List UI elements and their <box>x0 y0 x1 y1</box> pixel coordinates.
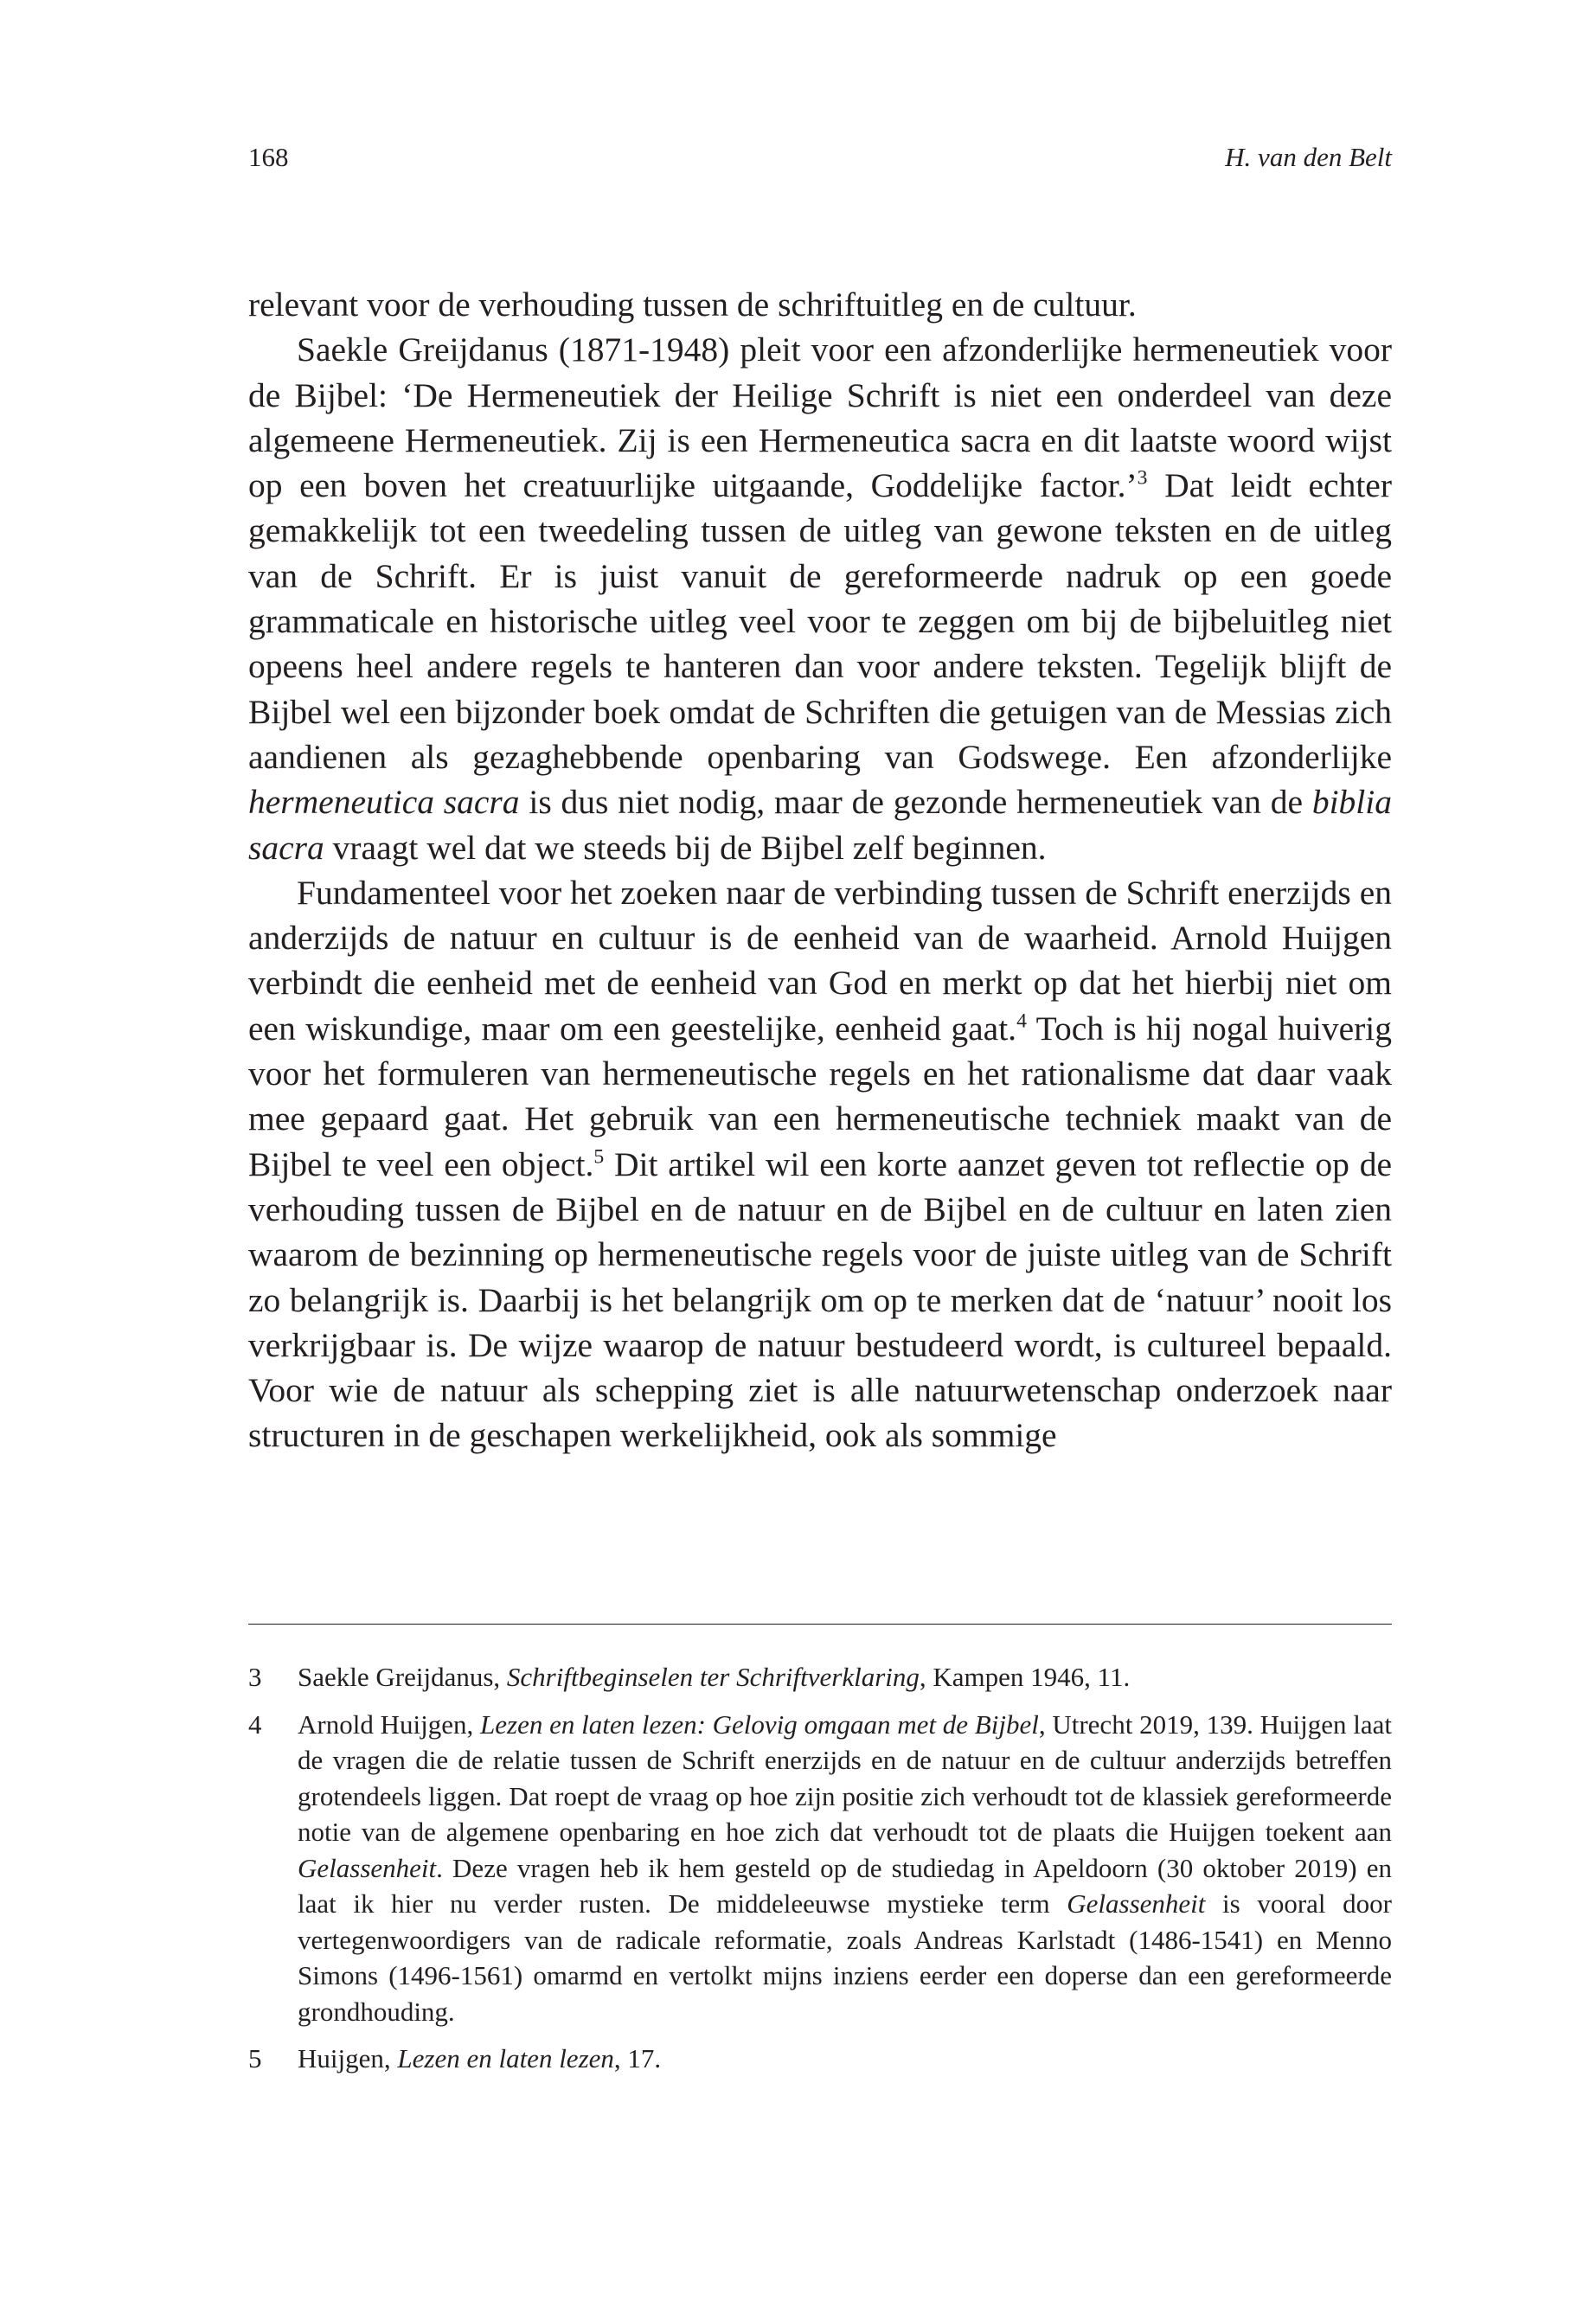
footnote-number: 3 <box>248 1662 262 1692</box>
italic-term: biblia sacra <box>248 783 1393 867</box>
running-head-author: H. van den Belt <box>1225 142 1392 172</box>
footnotes <box>248 1659 1392 2088</box>
footnote-ref-5[interactable]: 5 <box>593 1144 605 1168</box>
paragraph-3-text-b: Toch is hij nogal huiverig voor het formuleren van hermeneutische regels en het rationalisme dat daar vaak mee gepaard gaat. Het gebruik van een hermeneutische techniek maakt van de Bijbel te veel een object. <box>248 1009 1392 1183</box>
paragraph-2-text-d: vraagt wel dat we steeds bij de Bijbel zelf beginnen. <box>324 828 1047 867</box>
paragraph-2 <box>248 327 1392 870</box>
paragraph-2-text-c: is dus niet nodig, maar de gezonde hermeneutiek van de <box>519 783 1312 822</box>
footnote-title: Schriftbeginselen ter Schriftverklaring <box>506 1662 920 1692</box>
footnote-text: . Deze vragen heb ik hem gesteld op de studiedag in Apeldoorn (30 oktober 2019) en laat ik hier nu verder rusten. De middeleeuwse mystieke term <box>298 1852 1392 1919</box>
footnote-3 <box>248 1659 1392 1695</box>
footnote-text: Saekle Greijdanus, <box>298 1662 507 1692</box>
paragraph-2-text-b: Dat leidt echter gemakkelijk tot een tweedeling tussen de uitleg van gewone teksten en de uitleg van de Schrift. Er is juist vanuit de gereformeerde nadruk op een goede grammaticale en historische uitleg veel voor te zeggen om bij de bijbeluitleg niet opeens heel andere regels te hanteren dan voor andere teksten. Tegelijk blijft de Bijbel wel een bijzonder boek omdat de Schriften die getuigen van de Messias zich aandienen als gezaghebbende openbaring van Godswege. Een afzonderlijke <box>248 466 1392 776</box>
footnote-title: Lezen en laten lezen <box>397 2043 614 2073</box>
running-head <box>248 138 1392 176</box>
footnote-number: 4 <box>248 1708 262 1740</box>
footnote-text: Huijgen, <box>298 2043 398 2073</box>
footnote-text: , Utrecht 2019, 139. Huijgen laat de vragen die de relatie tussen de Schrift enerzijds en de natuur en de cultuur anderzijds betreffen grotendeels liggen. Dat roept de vraag op hoe zijn positie zich verhoudt tot de klassiek gereformeerde notie van de algemene openbaring en hoe zich dat verhoudt tot de plaats die Huijgen toekent aan <box>298 1708 1392 1847</box>
footnote-term: Gelassenheit <box>1067 1888 1206 1919</box>
footnote-text: is vooral door vertegenwoordigers van de radicale reformatie, zoals Andreas Karlstadt (1486-1541) en Menno Simons (1496-1561) omarmd en vertolkt mijns inziens eerder een doperse dan een gereformeerde grondhouding. <box>298 1888 1392 2027</box>
paragraph-3-text-a: Fundamenteel voor het zoeken naar de verbinding tussen de Schrift enerzijds en anderzijds de natuur en cultuur is de eenheid van de waarheid. Arnold Huijgen verbindt die eenheid met de eenheid van God en merkt op dat het hierbij niet om een wiskundige, maar om een geestelijke, eenheid gaat. <box>248 873 1392 1048</box>
paragraph-1-text: relevant voor de verhouding tussen de schriftuitleg en de cultuur. <box>248 285 1137 324</box>
footnote-5 <box>248 2041 1392 2077</box>
paragraph-1 <box>248 282 1392 327</box>
body-text <box>248 282 1392 1458</box>
paragraph-2-text-a: Saekle Greijdanus (1871-1948) pleit voor een afzonderlijke hermeneutiek voor de Bijbel: ‘De Hermeneutiek der Heilige Schrift is niet een onderdeel van deze algemeene Hermeneutiek. Zij is een Hermeneutica sacra en dit laatste woord wijst op een boven het creatuurlijke uitgaande, Goddelijke factor.’ <box>248 330 1392 505</box>
footnote-term: Gelassenheit <box>298 1852 437 1883</box>
footnote-text: Arnold Huijgen, <box>298 1708 480 1740</box>
paragraph-3 <box>248 870 1392 1458</box>
italic-term: hermeneutica sacra <box>248 783 520 822</box>
footnote-title: Lezen en laten lezen: Gelovig omgaan met de Bijbel <box>480 1708 1039 1740</box>
page-number: 168 <box>248 142 289 172</box>
footnote-text: , 17. <box>613 2043 662 2073</box>
footnote-divider <box>248 1624 1392 1625</box>
footnote-ref-3[interactable]: 3 <box>1137 466 1148 490</box>
paragraph-3-text-c: Dit artikel wil een korte aanzet geven tot reflectie op de verhouding tussen de Bijbel en de natuur en de Bijbel en de cultuur en laten zien waarom de bezinning op hermeneutische regels voor de juiste uitleg van de Schrift zo belangrijk is. Daarbij is het belangrijk om op te merken dat de ‘natuur’ nooit los verkrijgbaar is. De wijze waarop de natuur bestudeerd wordt, is cultureel bepaald. Voor wie de natuur als schepping ziet is alle natuurwetenschap onderzoek naar structuren in de geschapen werkelijkheid, ook als sommige <box>248 1144 1392 1455</box>
footnote-ref-4[interactable]: 4 <box>1016 1009 1027 1033</box>
footnote-4 <box>248 1707 1392 2030</box>
footnote-number: 5 <box>248 2043 262 2073</box>
footnote-text: , Kampen 1946, 11. <box>919 1662 1131 1692</box>
